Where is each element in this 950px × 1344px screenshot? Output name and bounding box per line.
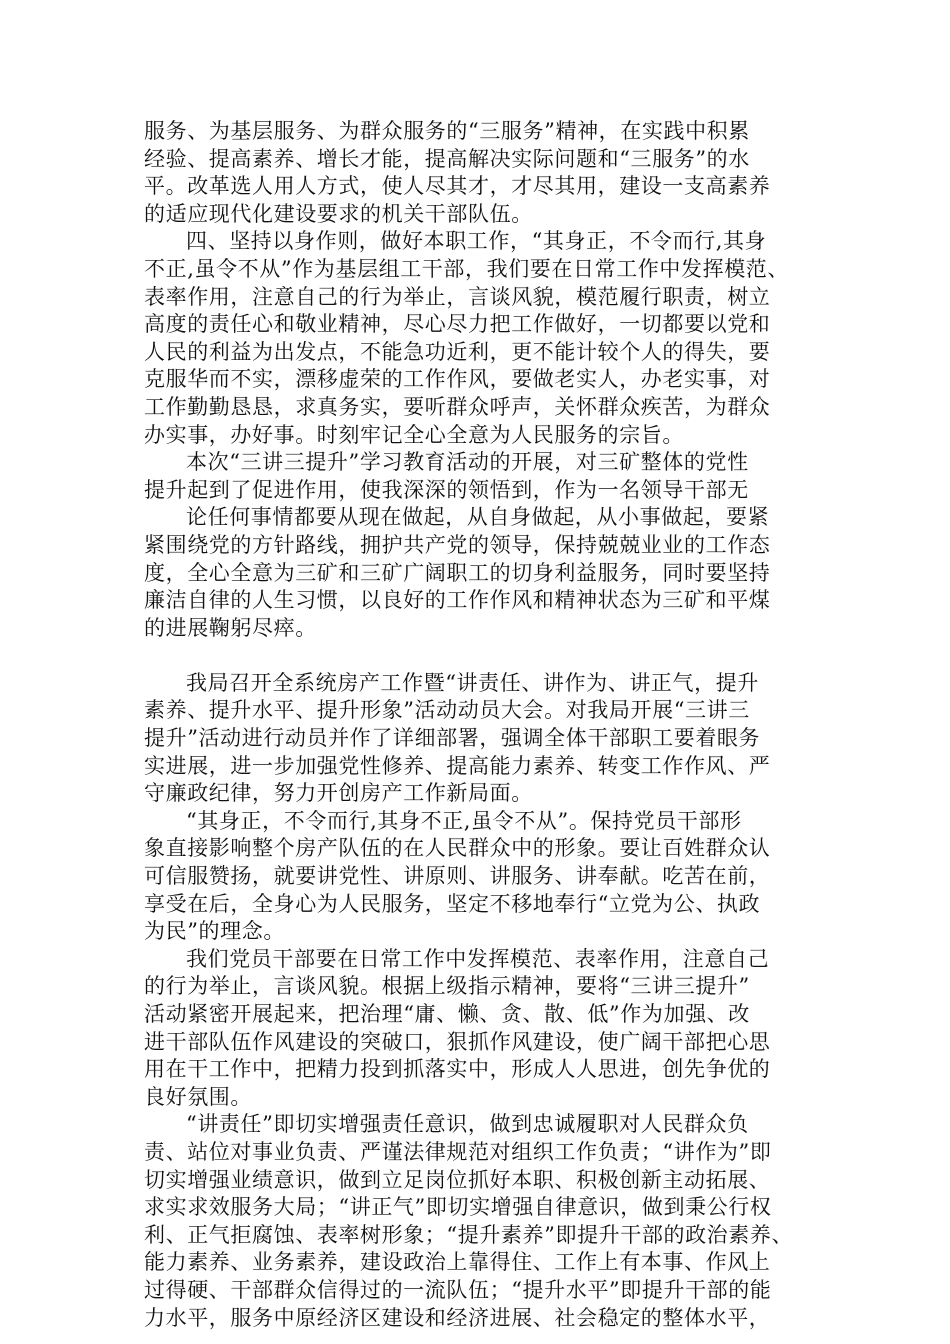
text-line: 求实求效服务大局；“讲正气”即切实增强自律意识，做到秉公行权 — [144, 1195, 772, 1220]
text-line: 的行为举止，言谈风貌。根据上级指示精神，要将“三讲三提升” — [144, 974, 750, 999]
text-line: 象直接影响整个房产队伍的在人民群众中的形象。要让百姓群众认 — [144, 836, 771, 861]
text-line: “讲责任”即切实增强责任意识，做到忠诚履职对人民群众负 — [186, 1112, 749, 1137]
text-line: 素养、提升水平、提升形象”活动动员大会。对我局开展“三讲三 — [144, 698, 750, 723]
text-line: 良好氛围。 — [144, 1084, 252, 1109]
text-line: 办实事，办好事。时刻牢记全心全意为人民服务的宗旨。 — [144, 422, 684, 447]
text-line: 进干部队伍作风建设的突破口，狠抓作风建设，使广阔干部把心思 — [144, 1029, 771, 1054]
text-line: 我局召开全系统房产工作暨“讲责任、讲作为、讲正气，提升 — [186, 670, 759, 695]
paragraph — [144, 946, 824, 1112]
paragraph — [144, 1111, 824, 1332]
text-line: 活动紧密开展起来，把治理“庸、懒、贪、散、低”作为加强、改 — [144, 1002, 750, 1026]
text-line: 守廉政纪律，努力开创房产工作新局面。 — [144, 781, 533, 806]
paragraph — [144, 228, 824, 449]
text-line: 高度的责任心和敬业精神，尽心尽力把工作做好，一切都要以党和 — [144, 312, 771, 337]
text-line: 的进展鞠躬尽瘁。 — [144, 615, 317, 640]
text-line: 责、站位对事业负责、严谨法律规范对组织工作负责；“讲作为”即 — [144, 1139, 772, 1164]
paragraph — [144, 670, 824, 808]
text-line: 为民”的理念。 — [144, 919, 285, 944]
text-line: 廉洁自律的人生习惯，以良好的工作作风和精神状态为三矿和平煤 — [144, 588, 771, 613]
text-line: 用在干工作中，把精力投到抓落实中，形成人人思进，创先争优的 — [144, 1057, 771, 1082]
text-line: 利、正气拒腐蚀、表率树形象；“提升素养”即提升干部的政治素养、 — [144, 1222, 794, 1247]
text-line: 表率作用，注意自己的行为举止，言谈风貌，模范履行职责，树立 — [144, 284, 771, 309]
text-line: 服务、为基层服务、为群众服务的“三服务”精神，在实践中积累 — [144, 119, 750, 143]
text-line: 提升起到了促进作用，使我深深的领悟到，作为一名领导干部无 — [144, 477, 749, 502]
text-line: 过得硬、干部群众信得过的一流队伍；“提升水平”即提升干部的能 — [144, 1277, 772, 1302]
text-line: 提升”活动进行动员并作了详细部署，强调全体干部职工要着眼务 — [144, 726, 761, 751]
text-line: 度，全心全意为三矿和三矿广阔职工的切身利益服务，同时要坚持 — [144, 560, 771, 585]
paragraph — [144, 808, 824, 946]
paragraph — [144, 504, 824, 642]
text-line: 四、坚持以身作则，做好本职工作，“其身正，不令而行,其身 — [186, 229, 767, 254]
paragraph — [144, 118, 824, 228]
text-line: 人民的利益为出发点，不能急功近利，更不能计较个人的得失，要 — [144, 339, 771, 364]
text-line: 论任何事情都要从现在做起，从自身做起，从小事做起，要紧 — [186, 505, 770, 530]
text-line: 的适应现代化建设要求的机关干部队伍。 — [144, 201, 533, 226]
text-line: 切实增强业绩意识，做到立足岗位抓好本职、积极创新主动拓展、 — [144, 1167, 771, 1192]
text-line: 工作勤勤恳恳，求真务实，要听群众呼声，关怀群众疾苦，为群众 — [144, 394, 771, 419]
paragraph-gap — [144, 642, 824, 670]
text-line: 可信服赞扬，就要讲党性、讲原则、讲服务、讲奉献。吃苦在前， — [144, 864, 771, 889]
text-line: 力水平，服务中原经济区建设和经济进展、社会稳定的整体水平， — [144, 1305, 771, 1330]
text-line: “其身正，不令而行,其身不正,虽令不从”。保持党员干部形 — [186, 808, 742, 833]
document-body — [144, 118, 824, 1332]
text-line: 享受在后，全身心为人民服务，坚定不移地奉行“立党为公、执政 — [144, 891, 761, 916]
text-line: 本次“三讲三提升”学习教育活动的开展，对三矿整体的党性 — [186, 450, 749, 475]
paragraph — [144, 449, 824, 504]
text-line: 不正,虽令不从”作为基层组工干部，我们要在日常工作中发挥模范、 — [144, 256, 790, 281]
text-line: 平。改革选人用人方式，使人尽其才，才尽其用，建设一支高素养 — [144, 174, 771, 199]
text-line: 经验、提高素养、增长才能，提高解决实际问题和“三服务”的水 — [144, 146, 750, 171]
text-line: 克服华而不实，漂移虚荣的工作作风，要做老实人，办老实事，对 — [144, 367, 771, 392]
text-line: 实进展，进一步加强党性修养、提高能力素养、转变工作作风、严 — [144, 753, 771, 778]
text-line: 我们党员干部要在日常工作中发挥模范、表率作用，注意自己 — [186, 946, 770, 971]
text-line: 能力素养、业务素养，建设政治上靠得住、工作上有本事、作风上 — [144, 1250, 771, 1275]
text-line: 紧围绕党的方针路线，拥护共产党的领导，保持兢兢业业的工作态 — [144, 532, 771, 557]
